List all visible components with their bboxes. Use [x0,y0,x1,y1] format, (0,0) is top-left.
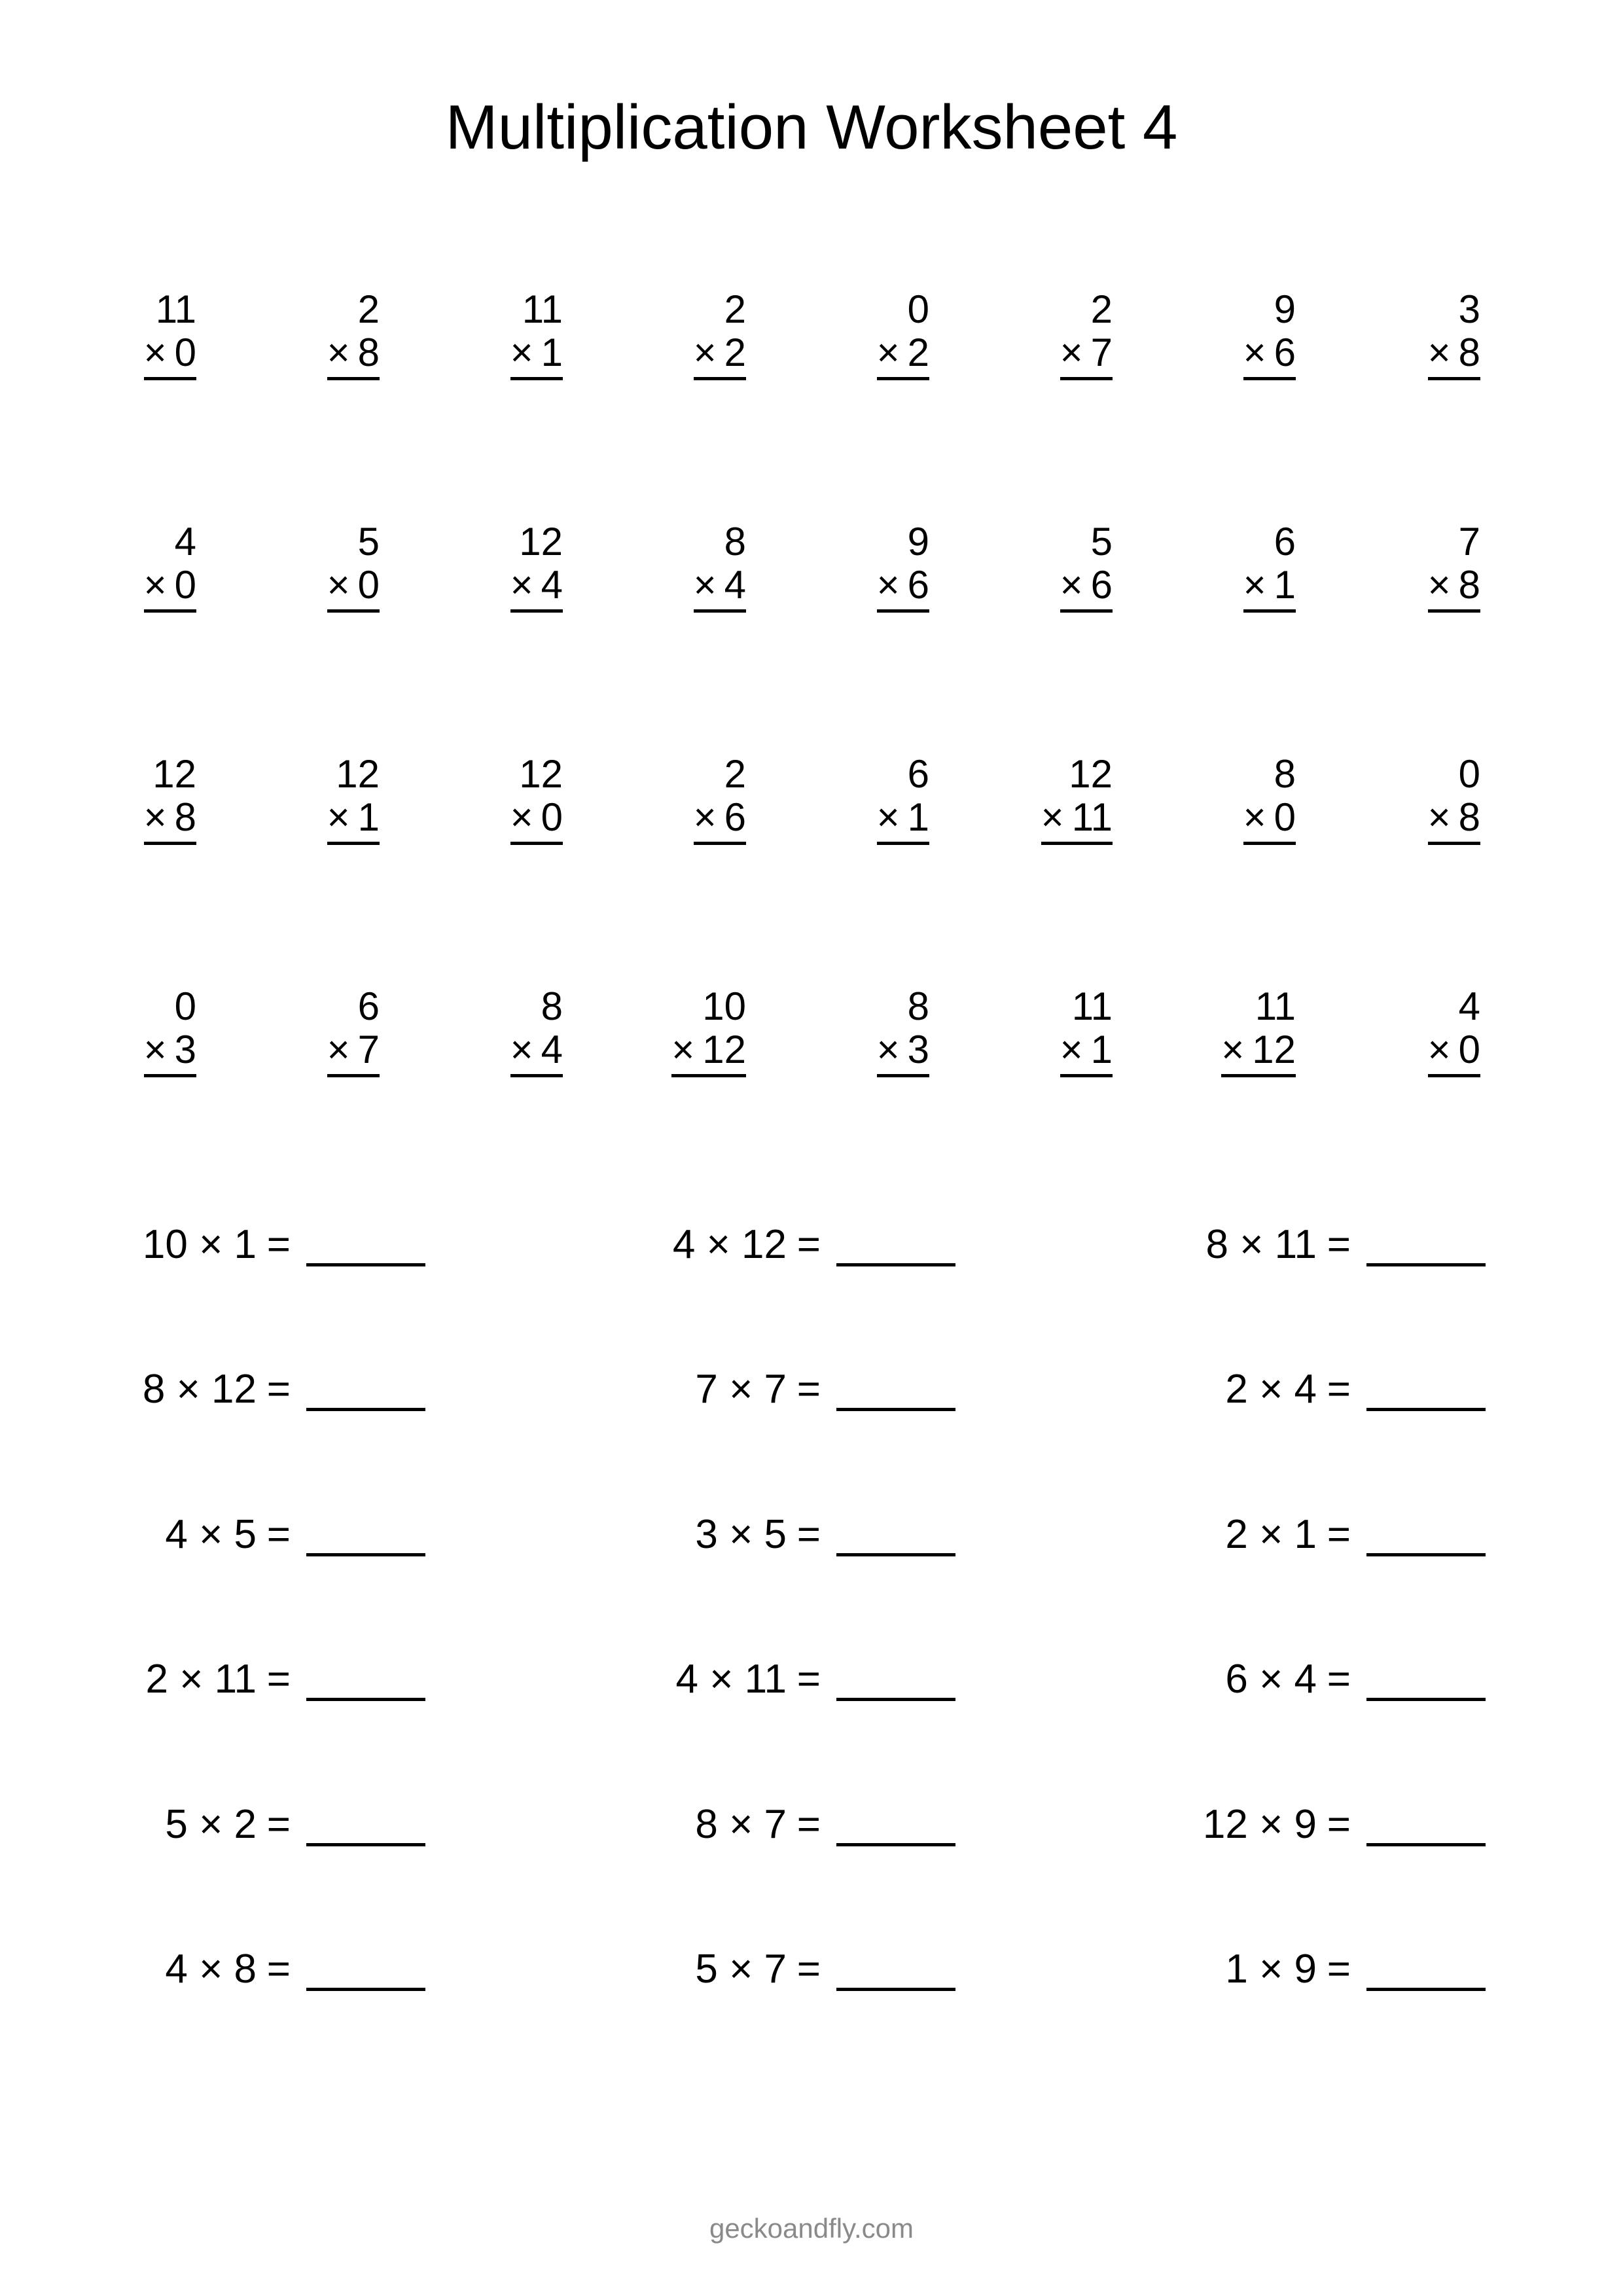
answer-blank[interactable] [836,1698,955,1701]
times-sign: × [327,331,350,374]
equals-sign: = [1327,1802,1351,1847]
problem-expression: 2 × 1 [1225,1512,1317,1557]
vertical-problem [406,520,563,613]
vertical-problem [406,985,563,1077]
vertical-problem [1139,520,1296,613]
multiplier: 4 [724,563,746,607]
multiplicand: 6 [907,752,929,796]
times-sign: × [1243,563,1266,607]
multiplier: 8 [1458,563,1480,607]
vertical-problem [406,753,563,845]
multiplier: 12 [1252,1028,1296,1071]
problem-expression: 2 × 11 [145,1657,257,1702]
multiplicand: 5 [1090,520,1113,564]
times-sign: × [510,331,533,374]
times-sign: × [693,563,717,607]
vertical-problem [772,520,929,613]
equals-sign: = [796,1657,821,1702]
answer-blank[interactable] [306,1263,425,1266]
multiplier: 3 [174,1028,196,1071]
multiplicand: 12 [152,752,196,796]
answer-blank[interactable] [836,1843,955,1846]
equals-sign: = [796,1802,821,1847]
multiplier-line [510,331,563,380]
multiplier-line [1428,564,1480,613]
multiplier-line [694,564,746,613]
worksheet-title: Multiplication Worksheet 4 [445,92,1178,162]
equals-sign: = [266,1802,291,1847]
multiplier-line [1243,564,1296,613]
multiplier-line [327,796,380,845]
answer-blank[interactable] [1366,1988,1486,1991]
times-sign: × [1060,1028,1083,1071]
times-sign: × [1041,795,1064,839]
footer-source: geckoandfly.com [709,2213,914,2244]
times-sign: × [693,331,717,374]
multiplicand: 9 [907,520,929,564]
multiplier-line [510,1028,563,1077]
equals-sign: = [1327,1512,1351,1557]
vertical-problem [955,985,1113,1077]
equals-sign: = [1327,1946,1351,1992]
times-sign: × [327,1028,350,1071]
equals-sign: = [1327,1657,1351,1702]
multiplier-line [327,564,380,613]
multiplier-line [327,331,380,380]
problem-expression: 4 × 12 [672,1222,787,1267]
multiplier-line [1060,564,1113,613]
answer-blank[interactable] [306,1843,425,1846]
times-sign: × [876,563,900,607]
answer-blank[interactable] [306,1698,425,1701]
times-sign: × [510,563,533,607]
times-sign: × [876,795,900,839]
multiplicand: 3 [1458,287,1480,331]
multiplier: 1 [1274,563,1296,607]
multiplier: 11 [1071,795,1113,839]
equals-sign: = [796,1367,821,1412]
vertical-problem [406,288,563,380]
answer-blank[interactable] [1366,1263,1486,1266]
multiplier: 7 [357,1028,380,1071]
vertical-problem [955,753,1113,845]
times-sign: × [1427,795,1451,839]
multiplicand: 0 [907,287,929,331]
equals-sign: = [796,1512,821,1557]
multiplier-line [144,1028,196,1077]
equals-sign: = [796,1946,821,1992]
answer-blank[interactable] [306,1988,425,1991]
problem-expression: 1 × 9 [1225,1946,1317,1992]
vertical-problem [223,520,380,613]
answer-blank[interactable] [836,1263,955,1266]
multiplier: 8 [357,331,380,374]
problem-expression: 5 × 2 [165,1802,257,1847]
vertical-problem [955,288,1113,380]
horizontal-problem [33,1653,425,1706]
multiplier: 1 [541,331,563,374]
vertical-problem [223,288,380,380]
multiplicand: 11 [1255,984,1296,1028]
multiplicand: 11 [522,287,563,331]
multiplier: 1 [907,795,929,839]
problem-expression: 5 × 7 [695,1946,787,1992]
vertical-problem [223,753,380,845]
multiplicand: 2 [357,287,380,331]
vertical-problem [1139,985,1296,1077]
horizontal-problem [563,1653,955,1706]
equals-sign: = [266,1512,291,1557]
multiplier-line [1243,796,1296,845]
equals-sign: = [266,1222,291,1267]
horizontal-problem [1093,1799,1486,1851]
multiplicand: 12 [336,752,380,796]
problem-expression: 4 × 8 [165,1946,257,1992]
multiplier: 8 [1458,795,1480,839]
vertical-problem [772,985,929,1077]
answer-blank[interactable] [1366,1553,1486,1556]
problem-expression: 8 × 11 [1205,1222,1317,1267]
multiplicand: 8 [724,520,746,564]
times-sign: × [1427,1028,1451,1071]
times-sign: × [327,563,350,607]
multiplicand: 7 [1458,520,1480,564]
times-sign: × [876,331,900,374]
answer-blank[interactable] [836,1553,955,1556]
vertical-problem [39,753,196,845]
vertical-problem [589,288,746,380]
multiplier: 4 [541,563,563,607]
multiplicand: 8 [541,984,563,1028]
horizontal-problem [1093,1219,1486,1271]
multiplier: 7 [1090,331,1113,374]
multiplier-line [510,564,563,613]
multiplier: 1 [1090,1028,1113,1071]
answer-blank[interactable] [306,1553,425,1556]
multiplier-line [694,331,746,380]
problem-expression: 8 × 7 [695,1802,787,1847]
multiplicand: 5 [357,520,380,564]
multiplier-line [1041,796,1113,845]
multiplicand: 12 [519,752,563,796]
vertical-problem [1139,753,1296,845]
vertical-problem [39,520,196,613]
multiplier: 0 [541,795,563,839]
multiplicand: 4 [174,520,196,564]
multiplier-line [144,331,196,380]
vertical-problem [1323,520,1480,613]
multiplicand: 12 [1069,752,1113,796]
times-sign: × [143,795,167,839]
answer-blank[interactable] [836,1988,955,1991]
times-sign: × [876,1028,900,1071]
horizontal-problem [563,1509,955,1561]
problem-expression: 2 × 4 [1225,1367,1317,1412]
multiplicand: 2 [1090,287,1113,331]
multiplier-line [144,564,196,613]
answer-blank[interactable] [1366,1408,1486,1411]
horizontal-problem [1093,1509,1486,1561]
problem-expression: 7 × 7 [695,1367,787,1412]
multiplier: 6 [724,795,746,839]
equals-sign: = [266,1367,291,1412]
multiplier: 6 [1090,563,1113,607]
times-sign: × [693,795,717,839]
vertical-problem [589,985,746,1077]
problem-expression: 6 × 4 [1225,1657,1317,1702]
times-sign: × [1427,331,1451,374]
multiplier: 0 [357,563,380,607]
equals-sign: = [266,1946,291,1992]
multiplier-line [144,796,196,845]
multiplier-line [877,796,929,845]
multiplicand: 2 [724,287,746,331]
vertical-problem [1323,753,1480,845]
multiplier-line [877,564,929,613]
horizontal-problem [563,1219,955,1271]
times-sign: × [143,1028,167,1071]
equals-sign: = [796,1222,821,1267]
horizontal-problem [33,1509,425,1561]
vertical-problem [589,753,746,845]
multiplicand: 0 [1458,752,1480,796]
vertical-problem [772,288,929,380]
multiplier: 4 [541,1028,563,1071]
times-sign: × [1427,563,1451,607]
answer-blank[interactable] [1366,1843,1486,1846]
multiplier-line [1428,796,1480,845]
vertical-problem [39,288,196,380]
horizontal-problem [563,1799,955,1851]
multiplicand: 11 [155,287,196,331]
problem-expression: 8 × 12 [142,1367,257,1412]
problem-expression: 4 × 11 [675,1657,787,1702]
multiplier-line [1243,331,1296,380]
multiplier-line [1221,1028,1296,1077]
multiplier-line [327,1028,380,1077]
times-sign: × [1060,563,1083,607]
multiplicand: 12 [519,520,563,564]
horizontal-problem [1093,1653,1486,1706]
multiplicand: 6 [1274,520,1296,564]
problem-expression: 3 × 5 [695,1512,787,1557]
problem-expression: 12 × 9 [1202,1802,1317,1847]
multiplier-line [1428,1028,1480,1077]
times-sign: × [327,795,350,839]
multiplier: 0 [174,331,196,374]
equals-sign: = [1327,1222,1351,1267]
times-sign: × [1243,795,1266,839]
multiplicand: 10 [702,984,746,1028]
multiplier: 12 [702,1028,746,1071]
multiplier: 2 [724,331,746,374]
multiplicand: 6 [357,984,380,1028]
equals-sign: = [1327,1367,1351,1412]
horizontal-problem [563,1943,955,1996]
horizontal-problem [563,1363,955,1416]
multiplicand: 8 [907,984,929,1028]
vertical-problem [1323,288,1480,380]
horizontal-problem [33,1943,425,1996]
multiplier: 6 [1274,331,1296,374]
horizontal-problem [1093,1363,1486,1416]
answer-blank[interactable] [1366,1698,1486,1701]
times-sign: × [510,1028,533,1071]
times-sign: × [1243,331,1266,374]
multiplier-line [671,1028,746,1077]
problem-expression: 4 × 5 [165,1512,257,1557]
multiplier-line [1428,331,1480,380]
horizontal-problem [1093,1943,1486,1996]
multiplicand: 4 [1458,984,1480,1028]
multiplier-line [1060,1028,1113,1077]
multiplier: 6 [907,563,929,607]
multiplier: 0 [174,563,196,607]
multiplier: 3 [907,1028,929,1071]
multiplier-line [510,796,563,845]
answer-blank[interactable] [836,1408,955,1411]
times-sign: × [510,795,533,839]
multiplier: 0 [1274,795,1296,839]
horizontal-problem [33,1363,425,1416]
vertical-problem [589,520,746,613]
multiplicand: 2 [724,752,746,796]
problem-expression: 10 × 1 [142,1222,257,1267]
multiplier: 8 [1458,331,1480,374]
multiplier-line [694,796,746,845]
times-sign: × [671,1028,695,1071]
vertical-problem [955,520,1113,613]
multiplier-line [877,331,929,380]
vertical-problem [39,985,196,1077]
equals-sign: = [266,1657,291,1702]
multiplier-line [1060,331,1113,380]
vertical-problem [1323,985,1480,1077]
times-sign: × [143,331,167,374]
horizontal-problem [33,1219,425,1271]
multiplier: 1 [357,795,380,839]
vertical-problem [1139,288,1296,380]
horizontal-problem [33,1799,425,1851]
vertical-problem [223,985,380,1077]
times-sign: × [143,563,167,607]
times-sign: × [1221,1028,1245,1071]
multiplicand: 0 [174,984,196,1028]
answer-blank[interactable] [306,1408,425,1411]
multiplier: 0 [1458,1028,1480,1071]
multiplier: 8 [174,795,196,839]
multiplicand: 9 [1274,287,1296,331]
multiplier: 2 [907,331,929,374]
multiplicand: 11 [1071,984,1113,1028]
times-sign: × [1060,331,1083,374]
vertical-problem [772,753,929,845]
multiplicand: 8 [1274,752,1296,796]
multiplier-line [877,1028,929,1077]
